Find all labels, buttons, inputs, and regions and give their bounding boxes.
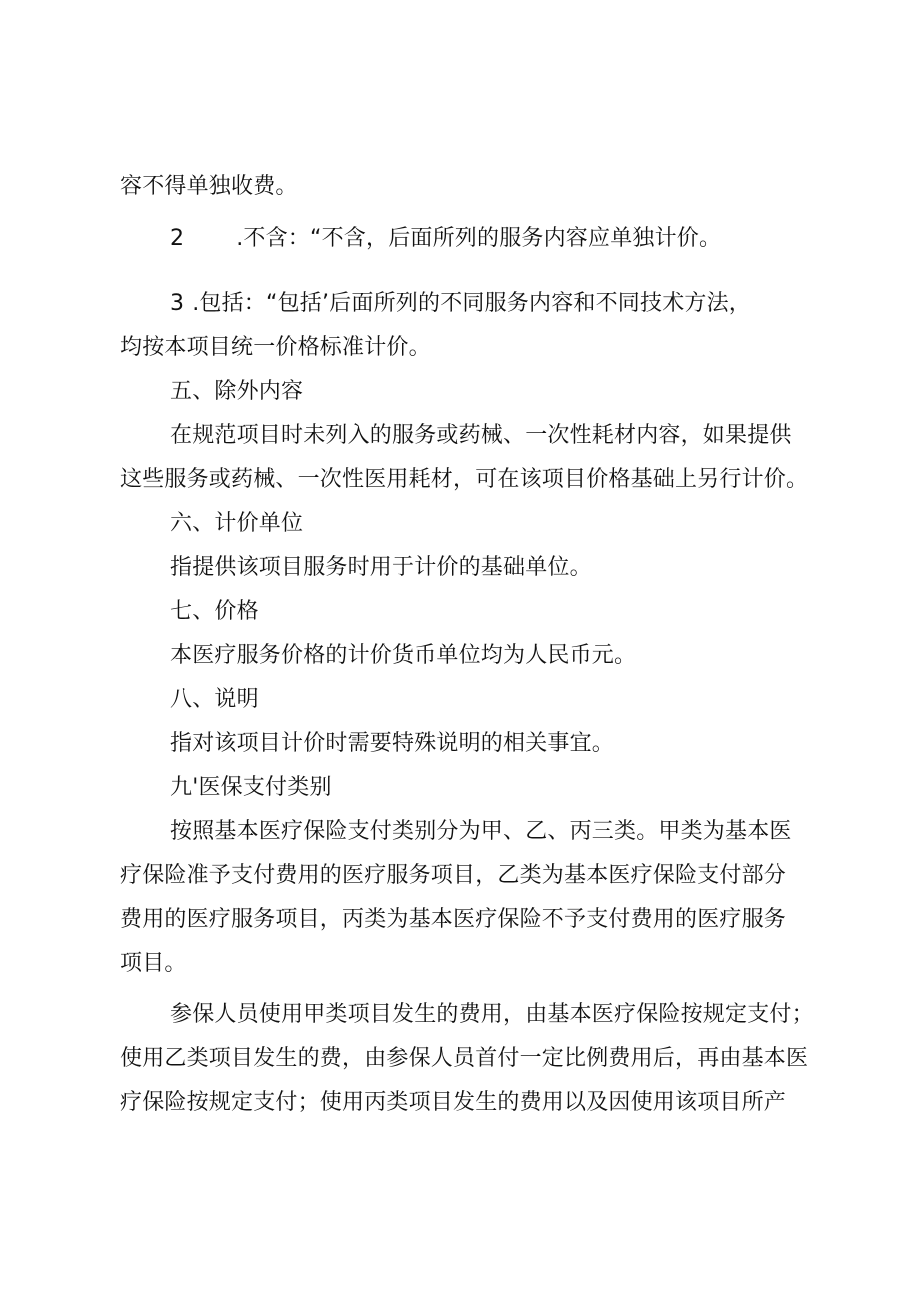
item-3-continuation: 均按本项目统一价格标准计价。 [120,335,431,360]
section-heading-insurance-category: 九'医保支付类别 [170,775,332,800]
section-heading-pricing-unit: 六、计价单位 [170,511,304,536]
paragraph-line: 本医疗服务价格的计价货币单位均为人民币元。 [170,643,637,668]
paragraph-line: 指对该项目计价时需要特殊说明的相关事宜。 [170,731,615,756]
item-number: 3 [170,291,185,316]
paragraph-line: 费用的医疗服务项目，丙类为基本医疗保险不予支付费用的医疗服务 [120,907,787,932]
section-heading-exclusions: 五、除外内容 [170,379,304,404]
section-heading-price: 七、价格 [170,599,259,624]
item-2-exclusion [170,224,820,254]
paragraph-line: 按照基本医疗保险支付类别分为甲、乙、丙三类。甲类为基本医 [170,819,792,844]
item-3-inclusion [170,289,820,319]
section-heading-notes: 八、说明 [170,687,259,712]
item-text: .包括：“包括’后面所列的不同服务内容和不同技术方法， [192,291,751,316]
paragraph-line: 使用乙类项目发生的费，由参保人员首付一定比例费用后，再由基本医 [120,1046,809,1071]
paragraph-line: 指提供该项目服务时用于计价的基础单位。 [170,555,592,580]
paragraph-continuation: 容不得单独收费。 [120,174,298,199]
item-number: 2 [170,226,185,251]
paragraph-line: 这些服务或药械、一次性医用耗材，可在该项目价格基础上另行计价。 [120,467,809,492]
paragraph-line: 在规范项目时未列入的服务或药械、一次性耗材内容，如果提供 [170,423,792,448]
paragraph-line: 疗保险准予支付费用的医疗服务项目，乙类为基本医疗保险支付部分 [120,863,787,888]
paragraph-line: 参保人员使用甲类项目发生的费用，由基本医疗保险按规定支付； [170,1002,814,1027]
paragraph-line: 项目。 [120,951,187,976]
paragraph-line: 疗保险按规定支付；使用丙类项目发生的费用以及因使用该项目所产 [120,1090,787,1115]
item-text: .不含：“不含，后面所列的服务内容应单独计价。 [236,226,722,251]
